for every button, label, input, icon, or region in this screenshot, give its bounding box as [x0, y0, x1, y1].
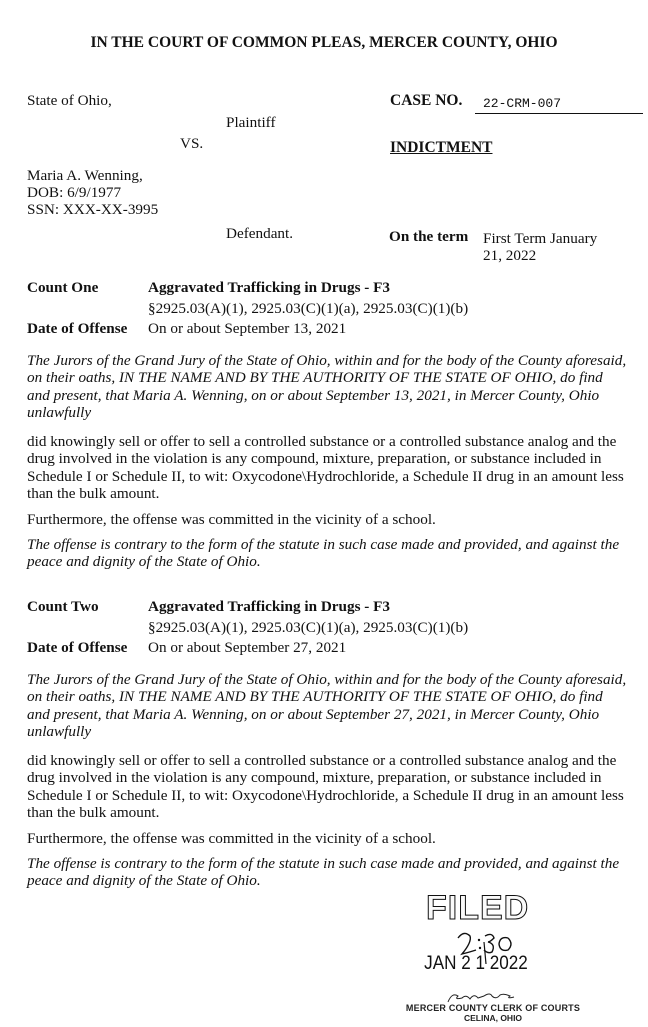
statute-citations: §2925.03(A)(1), 2925.03(C)(1)(a), 2925.03(C)(1)(b) — [148, 619, 469, 636]
document-type-heading: INDICTMENT — [390, 139, 493, 156]
term-label: On the term — [389, 228, 469, 245]
plaintiff-label: Plaintiff — [226, 114, 276, 131]
school-vicinity-statement: Furthermore, the offense was committed in the vicinity of a school. — [27, 830, 436, 847]
date-of-offense-value: On or about September 13, 2021 — [148, 320, 347, 337]
term-value-line1: First Term January — [483, 230, 598, 247]
defendant-dob: DOB: 6/9/1977 — [27, 184, 122, 201]
offense-paragraph: did knowingly sell or offer to sell a controlled substance or a controlled substance analog and the drug involved in the violation is any compound, mixture, preparation, or substance included in Schedule I or Schedule II, to wit: Oxycodone\Hydrochloride, a Schedule II drug in an amount less than the bulk amount. — [27, 752, 624, 821]
clerk-city-label: CELINA, OHIO — [463, 1013, 523, 1023]
count-label: Count One — [27, 279, 99, 296]
plaintiff-name: State of Ohio, — [27, 92, 112, 109]
contrary-statement: The offense is contrary to the form of the statute in such case made and provided, and against the peace and dignity of the State of Ohio. — [27, 855, 620, 890]
versus-label: VS. — [180, 135, 204, 152]
contrary-statement: The offense is contrary to the form of the statute in such case made and provided, and against the peace and dignity of the State of Ohio. — [27, 536, 620, 571]
jurors-paragraph: The Jurors of the Grand Jury of the State of Ohio, within and for the body of the County aforesaid, on their oaths, IN THE NAME AND BY THE AUTHORITY OF THE STATE OF OHIO, do find and present, that Maria A. Wenning, on or about September 27, 2021, in Mercer County, Ohio unlawfully — [27, 671, 627, 740]
filed-stamp-date: JAN 2 1 2022 — [424, 953, 528, 974]
case-no-label: CASE NO. — [390, 92, 463, 109]
term-value-line2: 21, 2022 — [483, 247, 537, 264]
charge-title: Aggravated Trafficking in Drugs - F3 — [148, 279, 391, 296]
defendant-label: Defendant. — [226, 225, 294, 242]
defendant-name: Maria A. Wenning, — [27, 167, 143, 184]
date-of-offense-label: Date of Offense — [27, 320, 128, 337]
school-vicinity-statement: Furthermore, the offense was committed in the vicinity of a school. — [27, 511, 436, 528]
offense-paragraph: did knowingly sell or offer to sell a controlled substance or a controlled substance analog and the drug involved in the violation is any compound, mixture, preparation, or substance included in Schedule I or Schedule II, to wit: Oxycodone\Hydrochloride, a Schedule II drug in an amount less than the bulk amount. — [27, 433, 624, 502]
filed-stamp-text: FILED — [426, 889, 530, 927]
count-label: Count Two — [27, 598, 99, 615]
jurors-paragraph: The Jurors of the Grand Jury of the State of Ohio, within and for the body of the County aforesaid, on their oaths, IN THE NAME AND BY THE AUTHORITY OF THE STATE OF OHIO, do find and present, that Maria A. Wenning, on or about September 13, 2021, in Mercer County, Ohio unlawfully — [27, 352, 627, 421]
clerk-of-courts-label: MERCER COUNTY CLERK OF COURTS — [405, 1003, 581, 1013]
charge-title: Aggravated Trafficking in Drugs - F3 — [148, 598, 391, 615]
court-title: IN THE COURT OF COMMON PLEAS, MERCER COUNTY, OHIO — [90, 34, 558, 51]
case-no-value: 22-CRM-007 — [475, 95, 643, 114]
statute-citations: §2925.03(A)(1), 2925.03(C)(1)(a), 2925.03(C)(1)(b) — [148, 300, 469, 317]
date-of-offense-value: On or about September 27, 2021 — [148, 639, 347, 656]
date-of-offense-label: Date of Offense — [27, 639, 128, 656]
defendant-ssn: SSN: XXX-XX-3995 — [27, 201, 159, 218]
